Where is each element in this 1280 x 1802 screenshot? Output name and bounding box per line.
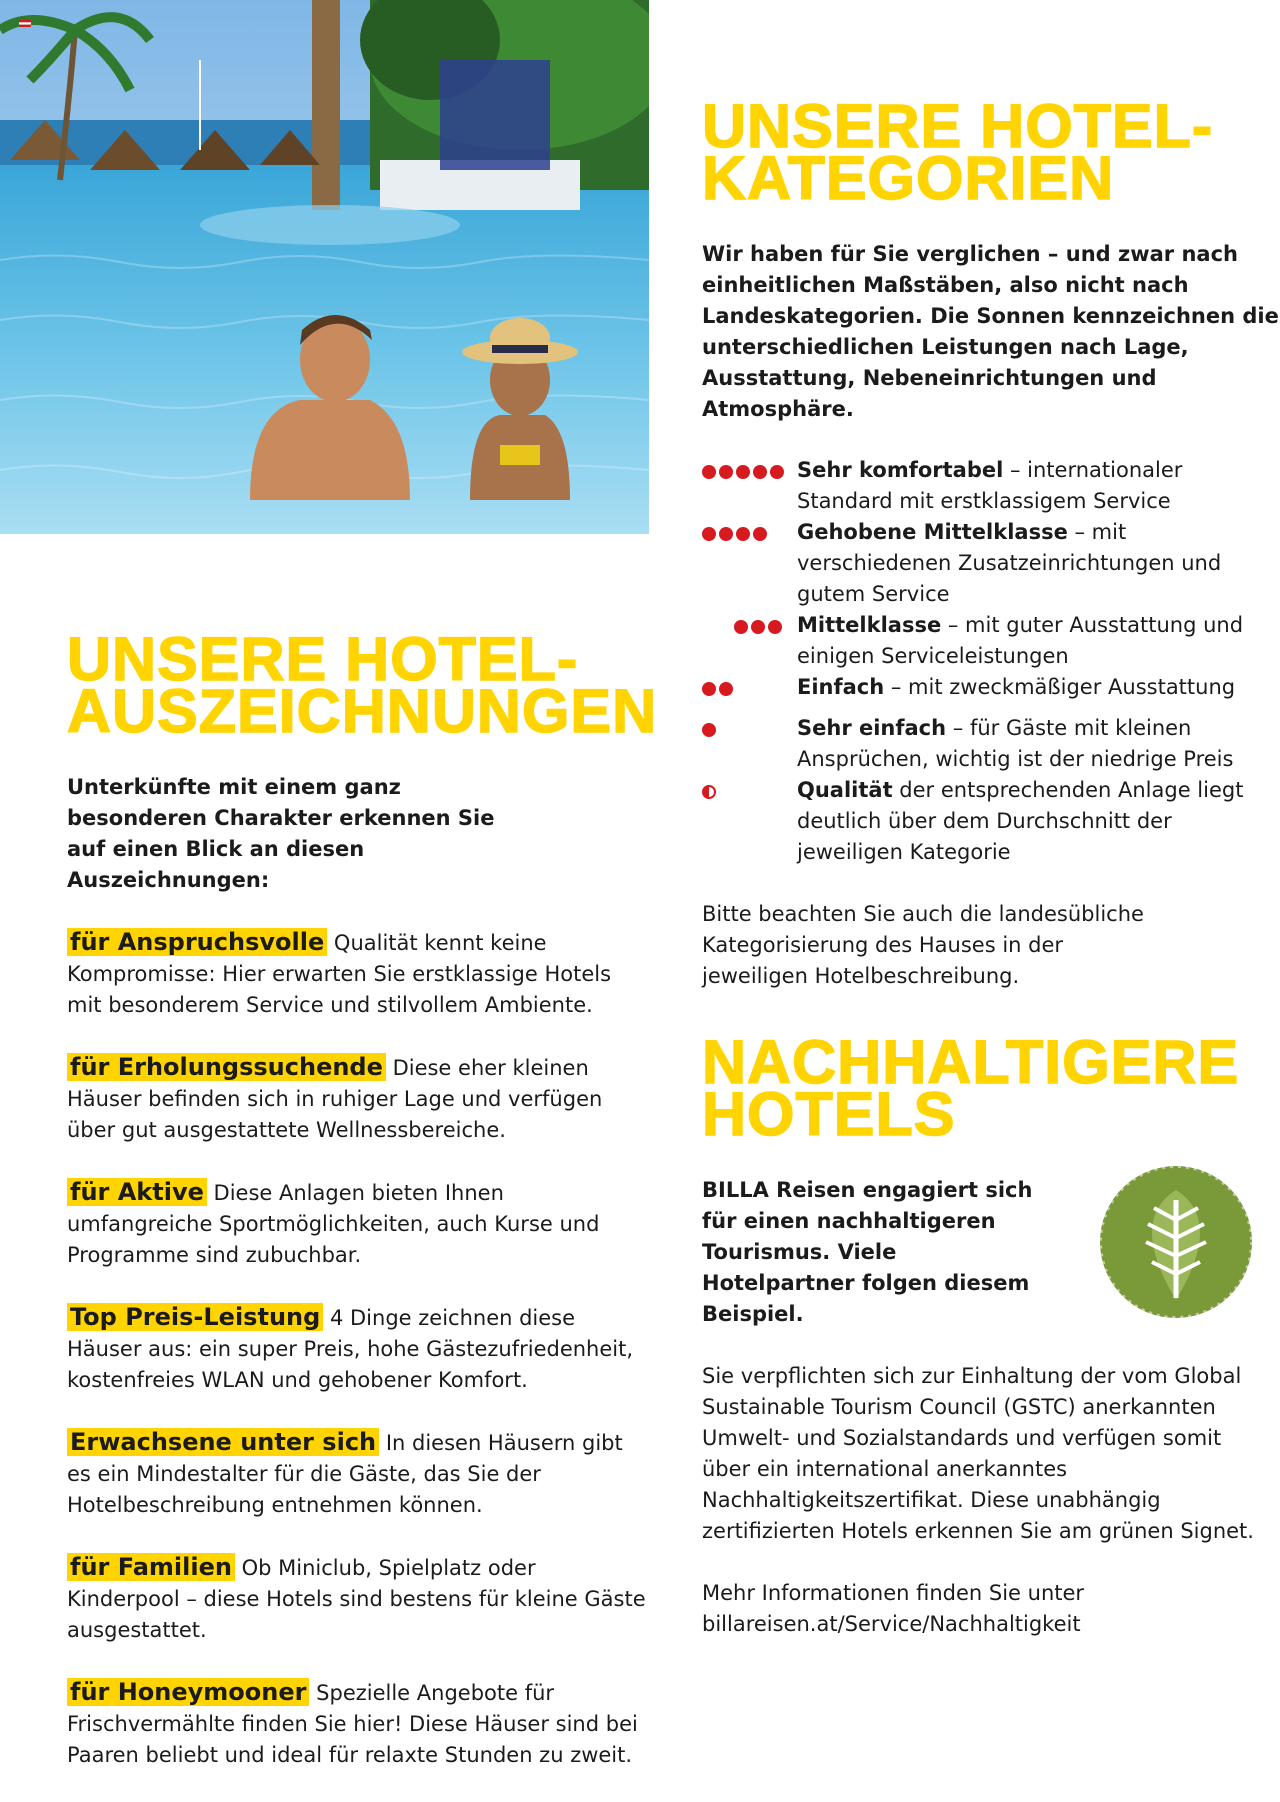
half-sun-icon xyxy=(702,775,797,868)
rating-1-sun-icon xyxy=(702,713,797,775)
rating-3-suns-icon xyxy=(702,610,797,672)
categories-intro: Wir haben für Sie verglichen – und zwar nach einheitlichen Maßstäben, also nicht nach Landeskategorien. Die Sonnen kennzeichnen die unterschiedlichen Leistungen nach Lage, Ausstattung, Nebeneinrichtungen und Atmosphäre. xyxy=(702,242,1279,421)
category-item xyxy=(702,455,1280,517)
categories-section xyxy=(702,92,1280,992)
award-item xyxy=(67,1552,647,1646)
awards-intro: Unterkünfte mit einem ganz besonderen Charakter erkennen Sie auf einen Blick an diesen Auszeichnungen: xyxy=(67,775,495,892)
award-tag: Erwachsene unter sich xyxy=(67,1428,379,1456)
sustainable-title-line2: HOTELS xyxy=(702,1080,956,1148)
rating-2-suns-icon xyxy=(702,672,797,713)
category-label: Einfach xyxy=(797,675,885,699)
sustainable-title xyxy=(702,1028,1280,1148)
award-text: Spezielle Angebote für Frischvermählte finden Sie hier! Diese Häuser sind bei Paaren beliebt und ideal für relaxte Stunden zu zweit. xyxy=(67,1681,638,1767)
category-label: Gehobene Mittelklasse xyxy=(797,520,1068,544)
more-info-text: Mehr Informationen finden Sie unter xyxy=(702,1581,1085,1605)
rating-5-suns-icon xyxy=(702,455,797,517)
category-item xyxy=(702,713,1280,775)
award-text: Diese eher kleinen Häuser befinden sich in ruhiger Lage und verfügen über gut ausgestattete Wellnessbereiche. xyxy=(67,1056,603,1142)
award-tag: für Familien xyxy=(67,1553,235,1581)
award-tag: Top Preis-Leistung xyxy=(67,1303,323,1331)
award-tag: für Erholungssuchende xyxy=(67,1053,386,1081)
award-tag: für Honeymooner xyxy=(67,1678,309,1706)
categories-title-line2: KATEGORIEN xyxy=(702,144,1115,212)
category-desc: – mit zweckmäßiger Ausstattung xyxy=(884,675,1236,699)
category-label: Sehr einfach xyxy=(797,716,947,740)
category-item xyxy=(702,775,1280,868)
award-item xyxy=(67,1302,647,1396)
categories-title xyxy=(702,92,1280,212)
hero-photo xyxy=(0,0,649,534)
sustainability-seal-icon xyxy=(1094,1160,1259,1325)
awards-title-line2: AUSZEICHNUNGEN xyxy=(67,677,658,745)
category-desc: – mit verschiedenen Zusatzeinrichtungen und gutem Service xyxy=(797,520,1222,606)
awards-title xyxy=(67,625,658,745)
category-item xyxy=(702,517,1280,610)
flag-icon xyxy=(19,20,31,27)
sustainable-body: Sie verpflichten sich zur Einhaltung der vom Global Sustainable Tourism Council (GSTC) anerkannten Umwelt- und Sozialstandards und verfügen somit über ein international anerkanntes Nachhaltigkeitszertifikat. Diese unabhängig zertifizierten Hotels erkennen Sie am grünen Signet. xyxy=(702,1364,1254,1543)
award-item xyxy=(67,1052,647,1146)
category-label: Qualität xyxy=(797,778,893,802)
category-desc: der entsprechenden Anlage liegt deutlich über dem Durchschnitt der jeweiligen Kategorie xyxy=(797,778,1244,864)
category-desc: – mit guter Ausstattung und einigen Serviceleistungen xyxy=(797,613,1244,668)
sustainable-section xyxy=(702,1028,1280,1640)
category-desc: – internationaler Standard mit erstklassigem Service xyxy=(797,458,1183,513)
award-item xyxy=(67,1177,647,1271)
award-item xyxy=(67,1427,647,1521)
category-label: Sehr komfortabel xyxy=(797,458,1004,482)
category-desc: – für Gäste mit kleinen Ansprüchen, wichtig ist der niedrige Preis xyxy=(797,716,1234,771)
awards-section xyxy=(67,625,658,1802)
rating-4-suns-icon xyxy=(702,517,797,610)
category-item xyxy=(702,672,1280,713)
sustainable-title-line1: NACHHALTIGERE xyxy=(702,1028,1240,1096)
sustainability-link[interactable]: billareisen.at/Service/Nachhaltigkeit xyxy=(702,1612,1081,1636)
awards-title-line1: UNSERE HOTEL- xyxy=(67,625,579,693)
category-item xyxy=(702,610,1280,672)
award-text: Ob Miniclub, Spielplatz oder Kinderpool – diese Hotels sind bestens für kleine Gäste ausgestattet. xyxy=(67,1556,646,1642)
award-text: Diese Anlagen bieten Ihnen umfangreiche Sportmöglichkeiten, auch Kurse und Programme sind zubuchbar. xyxy=(67,1181,600,1267)
sustainable-intro: BILLA Reisen engagiert sich für einen nachhaltigeren Tourismus. Viele Hotelpartner folgen diesem Beispiel. xyxy=(702,1178,1033,1326)
award-tag: für Anspruchsvolle xyxy=(67,928,327,956)
award-text: In diesen Häusern gibt es ein Mindestalter für die Gäste, das Sie der Hotelbeschreibung entnehmen können. xyxy=(67,1431,623,1517)
award-item xyxy=(67,1677,647,1771)
category-label: Mittelklasse xyxy=(797,613,942,637)
categories-note: Bitte beachten Sie auch die landesübliche Kategorisierung des Hauses in der jeweiligen Hotelbeschreibung. xyxy=(702,902,1144,988)
award-text: 4 Dinge zeichnen diese Häuser aus: ein super Preis, hohe Gästezufriedenheit, kostenfreies WLAN und gehobener Komfort. xyxy=(67,1306,634,1392)
award-item xyxy=(67,927,647,1021)
category-list xyxy=(702,455,1280,868)
categories-title-line1: UNSERE HOTEL- xyxy=(702,92,1214,160)
award-text: Qualität kennt keine Kompromisse: Hier erwarten Sie erstklassige Hotels mit besonderem Service und stilvollem Ambiente. xyxy=(67,931,612,1017)
award-tag: für Aktive xyxy=(67,1178,207,1206)
